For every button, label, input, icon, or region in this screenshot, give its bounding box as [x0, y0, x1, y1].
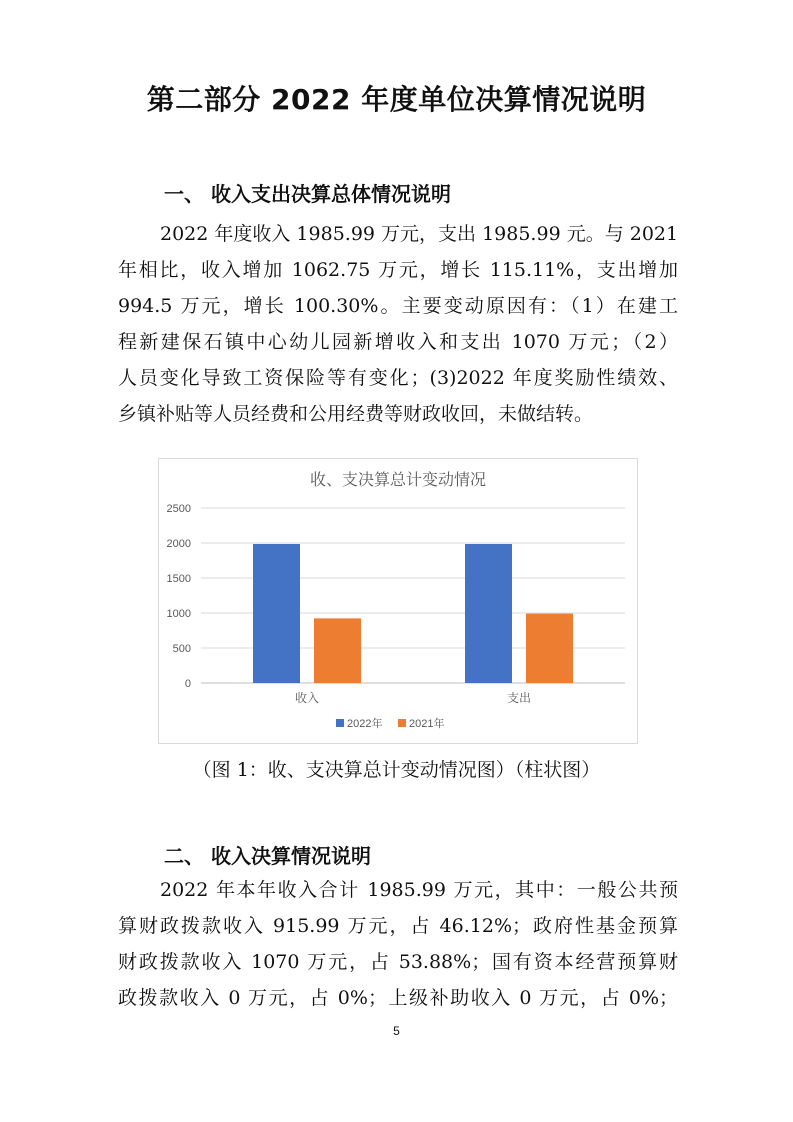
- section-1-paragraph: [118, 216, 678, 432]
- section-2-paragraph: [118, 872, 678, 1016]
- bar-series-1: [253, 544, 300, 683]
- y-tick-label: 1500: [166, 573, 191, 585]
- chart-title: 收、支决算总计变动情况: [309, 472, 487, 489]
- chart-container: [158, 458, 638, 744]
- section-2-heading: 二、 收入决算情况说明: [164, 844, 371, 868]
- paragraph-line: 2022 年本年收入合计 1985.99 万元，其中：一般公共预: [160, 879, 678, 901]
- paragraph-line: 乡镇补贴等人员经费和公用经费等财政收回，未做结转。: [118, 403, 594, 425]
- paragraph-line: 人员变化导致工资保险等有变化；(3)2022 年度奖励性绩效、: [118, 367, 678, 389]
- x-category-label: 支出: [506, 691, 532, 705]
- figure-caption: （图 1：收、支决算总计变动情况图）（柱状图）: [192, 759, 601, 781]
- x-category-label: 收入: [294, 691, 320, 705]
- bar-series-2: [314, 618, 361, 683]
- legend-label: 2021年: [409, 718, 445, 730]
- y-tick-label: 0: [184, 678, 191, 690]
- paragraph-line: 财政拨款收入 1070 万元，占 53.88%；国有资本经营预算财: [118, 951, 678, 973]
- y-tick-label: 500: [172, 643, 191, 655]
- page-number: 5: [393, 1024, 400, 1038]
- paragraph-line: 政拨款收入 0 万元，占 0%；上级补助收入 0 万元，占 0%；: [118, 987, 678, 1009]
- legend-swatch: [398, 719, 406, 727]
- paragraph-line: 年相比，收入增加 1062.75 万元，增长 115.11%，支出增加: [118, 259, 678, 281]
- bar-series-2: [526, 614, 573, 683]
- legend-swatch: [336, 719, 344, 727]
- paragraph-line: 算财政拨款收入 915.99 万元，占 46.12%；政府性基金预算: [118, 915, 678, 937]
- bar-chart: [159, 459, 637, 743]
- y-tick-label: 1000: [166, 608, 191, 620]
- legend-label: 2022年: [347, 718, 383, 730]
- page-title: 第二部分 2022 年度单位决算情况说明: [146, 83, 647, 116]
- bar-series-1: [465, 544, 512, 683]
- y-tick-label: 2000: [166, 538, 191, 550]
- paragraph-line: 994.5 万元，增长 100.30%。主要变动原因有：（1）在建工: [118, 295, 678, 317]
- paragraph-line: 2022 年度收入 1985.99 万元，支出 1985.99 元。与 2021: [160, 223, 679, 245]
- paragraph-line: 程新建保石镇中心幼儿园新增收入和支出 1070 万元；（2）: [118, 331, 678, 353]
- section-1-heading: 一、 收入支出决算总体情况说明: [164, 182, 451, 206]
- y-tick-label: 2500: [166, 503, 191, 515]
